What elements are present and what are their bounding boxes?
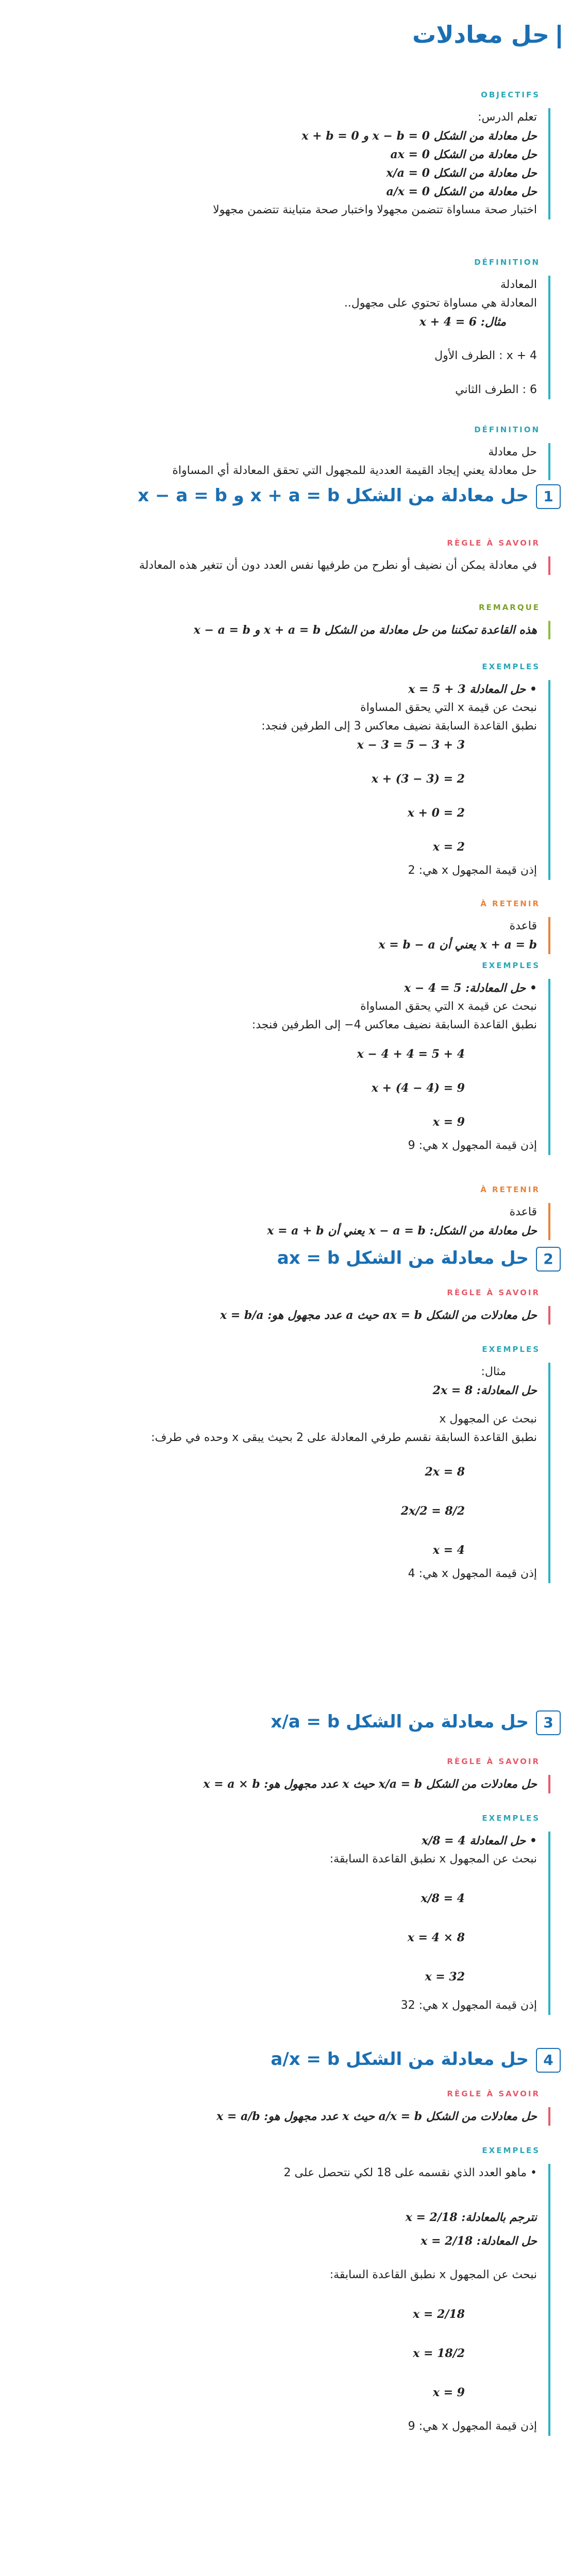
exemples-tag: EXEMPLES (482, 1814, 540, 1823)
exemples-tag: EXEMPLES (482, 961, 540, 970)
example-line: x + (3 − 3) = 2 (371, 772, 465, 786)
section-title: حل معادلة من الشكل x + a = b و x − a = b (138, 485, 529, 506)
example-line: x = 2 (432, 840, 465, 854)
objectif-item: اختبار صحة مساواة تتضمن مجهولا واختبار صحة متباينة تتضمن مجهولا (213, 204, 537, 216)
section-heading-1 (138, 484, 561, 509)
section-title: حل معادلة من الشكل a/x = b (271, 2049, 529, 2070)
definition-tag: DÉFINITION (474, 425, 540, 434)
example-line: x − 4 + 4 = 5 + 4 (357, 1047, 465, 1061)
example-line: x + 0 = 2 (407, 806, 465, 820)
example-line: مثال: (481, 1365, 506, 1378)
example-block-2 (45, 1363, 550, 1583)
rule-block-3 (45, 1775, 550, 1793)
example-line: x = 9 (432, 1115, 465, 1129)
example-block-3 (45, 1832, 550, 2015)
example-line: x = 18/2 (413, 2347, 465, 2360)
section-title: حل معادلة من الشكل ax = b (277, 1248, 529, 1268)
page-title (412, 21, 561, 48)
section-number: 4 (536, 2048, 561, 2073)
section-number: 3 (536, 1710, 561, 1735)
example-line: إذن قيمة المجهول x هي: 4 (408, 1567, 537, 1580)
example-line: x = 9 (432, 2386, 465, 2399)
example-block-1a (45, 680, 550, 880)
definition-label: المعادلة (500, 278, 537, 291)
retenir-tag: À RETENIR (480, 1185, 540, 1194)
example-line: • حل المعادلة x/8 = 4 (45, 1832, 537, 1850)
example-line: • ماهو العدد الذي نقسمه على 18 لكي نتحصل على 2 (45, 2164, 537, 2182)
definition-text: حل معادلة يعني إيجاد القيمة العددية للمجهول التي تحقق المعادلة أي المساواة (172, 464, 537, 477)
example-line: نطبق القاعدة السابقة نضيف معاكس 3 إلى الطرفين فنجد: (261, 720, 537, 733)
example-line: x + (4 − 4) = 9 (371, 1081, 465, 1095)
remark-block-1 (45, 621, 550, 639)
objectifs-block (45, 108, 550, 219)
definition-label: حل معادلة (488, 446, 537, 459)
example-line: إذن قيمة المجهول x هي: 2 (408, 864, 537, 877)
rule-text: في معادلة يمكن أن نضيف أو نطرح من طرفيها نفس العدد دون أن تتغير هذه المعادلة (139, 559, 537, 572)
example-line: 18/x = 2 (413, 2308, 465, 2321)
definition-right: 6 : الطرف الثاني (455, 383, 537, 396)
note-block-2 (45, 1203, 550, 1240)
example-line: • حل المعادلة: x − 4 = 5 (45, 979, 537, 997)
regle-tag: RÈGLE À SAVOIR (447, 2089, 540, 2098)
example-line: 2x = 8 (425, 1465, 465, 1479)
page-title-text: حل معادلات (412, 21, 549, 48)
section-heading-3 (271, 1710, 561, 1735)
rule-block-4 (45, 2107, 550, 2126)
note-label: قاعدة (509, 1206, 537, 1218)
objectif-item: حل معادلة من الشكل x − b = 0 و x + b = 0 (301, 129, 537, 143)
example-line: نبحث عن قيمة x التي يحقق المساواة (360, 701, 537, 714)
example-line: • حل المعادلة 3 + x = 5 (45, 680, 537, 699)
example-line: نطبق القاعدة السابقة نضيف معاكس 4− إلى الطرفين فنجد: (251, 1019, 537, 1031)
section-number: 2 (536, 1247, 561, 1272)
example-line: نبحث عن المجهول x نطبق القاعدة السابقة: (329, 2268, 537, 2281)
example-line: x = 4 (432, 1544, 465, 1557)
objectif-item: حل معادلة من الشكل x/a = 0 (386, 166, 537, 180)
definition-block-1 (45, 276, 550, 399)
example-line: حل المعادلة: 2x = 8 (432, 1384, 537, 1397)
objectifs-label: تعلم الدرس: (478, 111, 537, 124)
example-line: x/8 = 4 (421, 1892, 465, 1905)
example-block-1b (45, 979, 550, 1155)
section-number: 1 (536, 484, 561, 509)
example-line: إذن قيمة المجهول x هي: 9 (408, 2420, 537, 2433)
example-block-4 (45, 2164, 550, 2436)
example-line: حل المعادلة: 18/x = 2 (421, 2234, 537, 2248)
rule-block-2 (45, 1306, 550, 1325)
example-line: إذن قيمة المجهول x هي: 9 (408, 1139, 537, 1152)
section-heading-4 (271, 2048, 561, 2073)
definition-tag: DÉFINITION (474, 258, 540, 267)
note-label: قاعدة (509, 920, 537, 933)
rule-text: حل معادلات من الشكل x/a = b حيث x عدد مجهول هو: x = a × b (203, 1777, 537, 1791)
retenir-tag: À RETENIR (480, 899, 540, 908)
example-line: نطبق القاعدة السابقة نقسم طرفي المعادلة على 2 بحيث يبقى x وحده في طرف: (151, 1431, 537, 1444)
example-line: نترجم بالمعادلة: 18/x = 2 (405, 2211, 537, 2224)
example-line: نبحث عن قيمة x التي يحقق المساواة (360, 1000, 537, 1013)
rule-block-1 (45, 556, 550, 575)
definition-left: x + 4 : الطرف الأول (434, 349, 537, 362)
regle-tag: RÈGLE À SAVOIR (447, 1288, 540, 1297)
definition-example: مثال: x + 4 = 6 (419, 315, 506, 329)
remarque-tag: REMARQUE (478, 603, 540, 612)
example-line: 3 + x − 3 = 5 − 3 (357, 738, 465, 752)
note-text: حل معادلة من الشكل: x − a = b يعني أن x = a + b (267, 1224, 537, 1238)
remark-text: هذه القاعدة تمكننا من حل معادلة من الشكل x + a = b و x − a = b (193, 623, 537, 637)
example-line: x = 4 × 8 (407, 1931, 465, 1944)
example-line: إذن قيمة المجهول x هي: 32 (400, 1999, 537, 2012)
title-bar (558, 25, 561, 48)
example-line: نبحث عن المجهول x (439, 1413, 537, 1426)
section-title: حل معادلة من الشكل x/a = b (271, 1711, 529, 1732)
note-block-1 (45, 917, 550, 954)
objectifs-tag: OBJECTIFS (481, 90, 540, 99)
exemples-tag: EXEMPLES (482, 662, 540, 671)
exemples-tag: EXEMPLES (482, 2146, 540, 2155)
definition-text: المعادلة هي مساواة تحتوي على مجهول.. (344, 297, 537, 310)
exemples-tag: EXEMPLES (482, 1345, 540, 1354)
rule-text: حل معادلات من الشكل a/x = b حيث x عدد مجهول هو: x = a/b (216, 2110, 537, 2123)
definition-block-2 (45, 443, 550, 480)
note-text: x + a = b يعني أن x = b − a (378, 938, 537, 952)
objectif-item: حل معادلة من الشكل ax = 0 (390, 148, 537, 161)
section-heading-2 (277, 1247, 561, 1272)
example-line: 2x/2 = 8/2 (400, 1504, 465, 1518)
objectif-item: حل معادلة من الشكل a/x = 0 (386, 185, 537, 198)
regle-tag: RÈGLE À SAVOIR (447, 1757, 540, 1766)
regle-tag: RÈGLE À SAVOIR (447, 538, 540, 548)
rule-text: حل معادلات من الشكل ax = b حيث a عدد مجهول هو: x = b/a (220, 1309, 537, 1322)
example-line: x = 32 (425, 1970, 465, 1984)
example-line: نبحث عن المجهول x نطبق القاعدة السابقة: (329, 1853, 537, 1866)
